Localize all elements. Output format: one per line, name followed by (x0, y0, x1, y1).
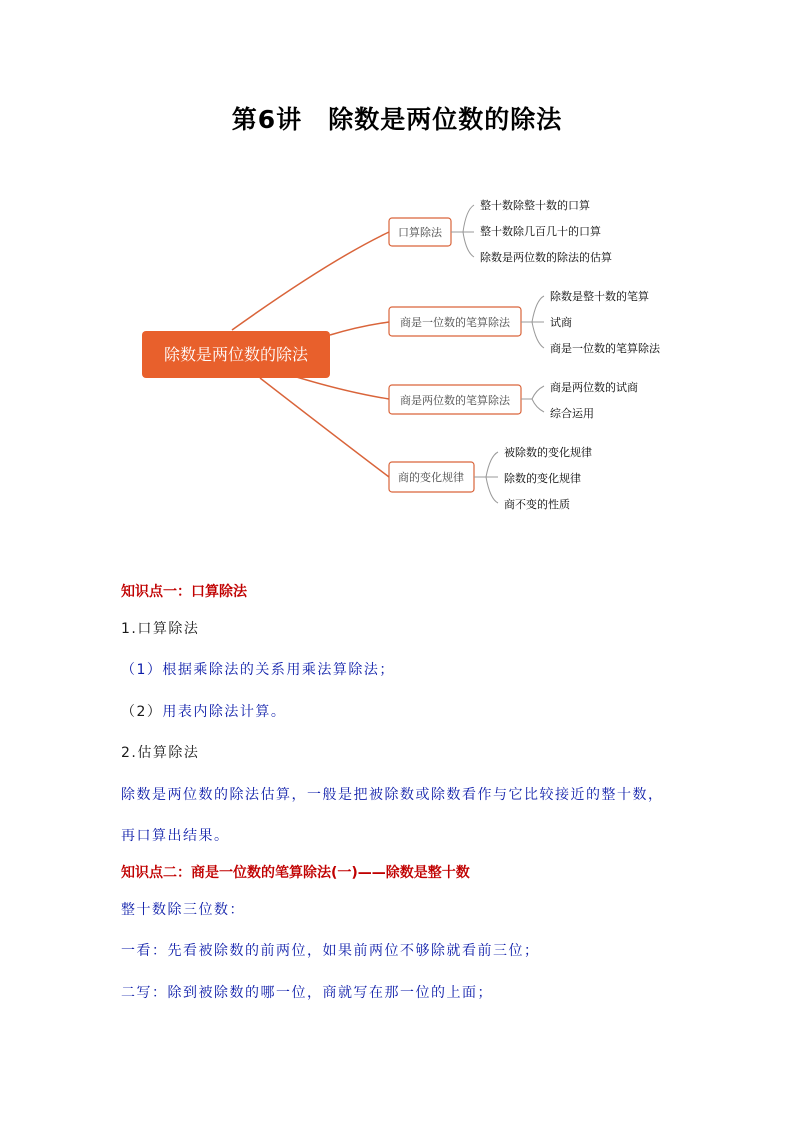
section-1-item-2-line-2: 再口算出结果。 (121, 828, 230, 844)
root-node (142, 331, 330, 378)
section-1-item-1: 1.口算除法 (121, 621, 200, 637)
section-2-line-2: 一看：先看被除数的前两位，如果前两位不够除就看前三位； (121, 943, 540, 959)
branch-3-child-2: 综合运用 (550, 407, 594, 420)
branch-2-child-2: 试商 (550, 316, 572, 329)
branch-2 (389, 289, 661, 355)
section-2-line-3: 二写：除到被除数的哪一位，商就写在那一位的上面； (121, 985, 493, 1001)
connector-branch-1 (232, 232, 389, 330)
connector-branch-2 (330, 322, 389, 335)
root-label: 除数是两位数的除法 (163, 345, 309, 364)
section-1-item-1b-prefix: （2） (121, 704, 163, 720)
page-title (0, 100, 794, 136)
branch-1-child-2: 整十数除几百几十的口算 (480, 225, 601, 238)
section-1-item-1b-text: 用表内除法计算。 (162, 704, 287, 720)
branch-3 (389, 380, 638, 420)
branch-2-label: 商是一位数的笔算除法 (400, 316, 510, 329)
branch-3-label: 商是两位数的笔算除法 (400, 394, 510, 407)
branch-3-child-1: 商是两位数的试商 (550, 381, 638, 394)
branch-1-label: 口算除法 (398, 226, 442, 239)
branch-4-child-3: 商不变的性质 (504, 498, 570, 511)
lesson-number: 第6讲 (231, 105, 303, 134)
section-1-item-1b (121, 701, 286, 721)
section-2-line-1: 整十数除三位数： (121, 902, 245, 918)
connector-branch-3 (290, 375, 389, 399)
branch-4 (389, 445, 592, 511)
branch-1 (389, 198, 612, 264)
section-1-item-2: 2.估算除法 (121, 745, 200, 761)
branch-2-child-1: 除数是整十数的笔算 (550, 290, 649, 303)
branch-4-label: 商的变化规律 (398, 471, 464, 484)
branch-2-child-3: 商是一位数的笔算除法 (550, 342, 660, 355)
mind-map (0, 180, 794, 530)
section-1-item-2-line-1: 除数是两位数的除法估算，一般是把被除数或除数看作与它比较接近的整十数， (121, 787, 664, 803)
section-2-heading: 知识点二：商是一位数的笔算除法(一)——除数是整十数 (121, 865, 470, 881)
branch-1-child-3: 除数是两位数的除法的估算 (480, 251, 612, 264)
section-1-heading: 知识点一：口算除法 (121, 584, 247, 600)
lesson-topic: 除数是两位数的除法 (328, 105, 563, 134)
branch-4-child-1: 被除数的变化规律 (504, 446, 592, 459)
branch-1-child-1: 整十数除整十数的口算 (480, 199, 590, 212)
connector-branch-4 (260, 378, 389, 477)
branch-4-child-2: 除数的变化规律 (504, 472, 581, 485)
section-1-item-1a: （1）根据乘除法的关系用乘法算除法； (121, 662, 395, 678)
